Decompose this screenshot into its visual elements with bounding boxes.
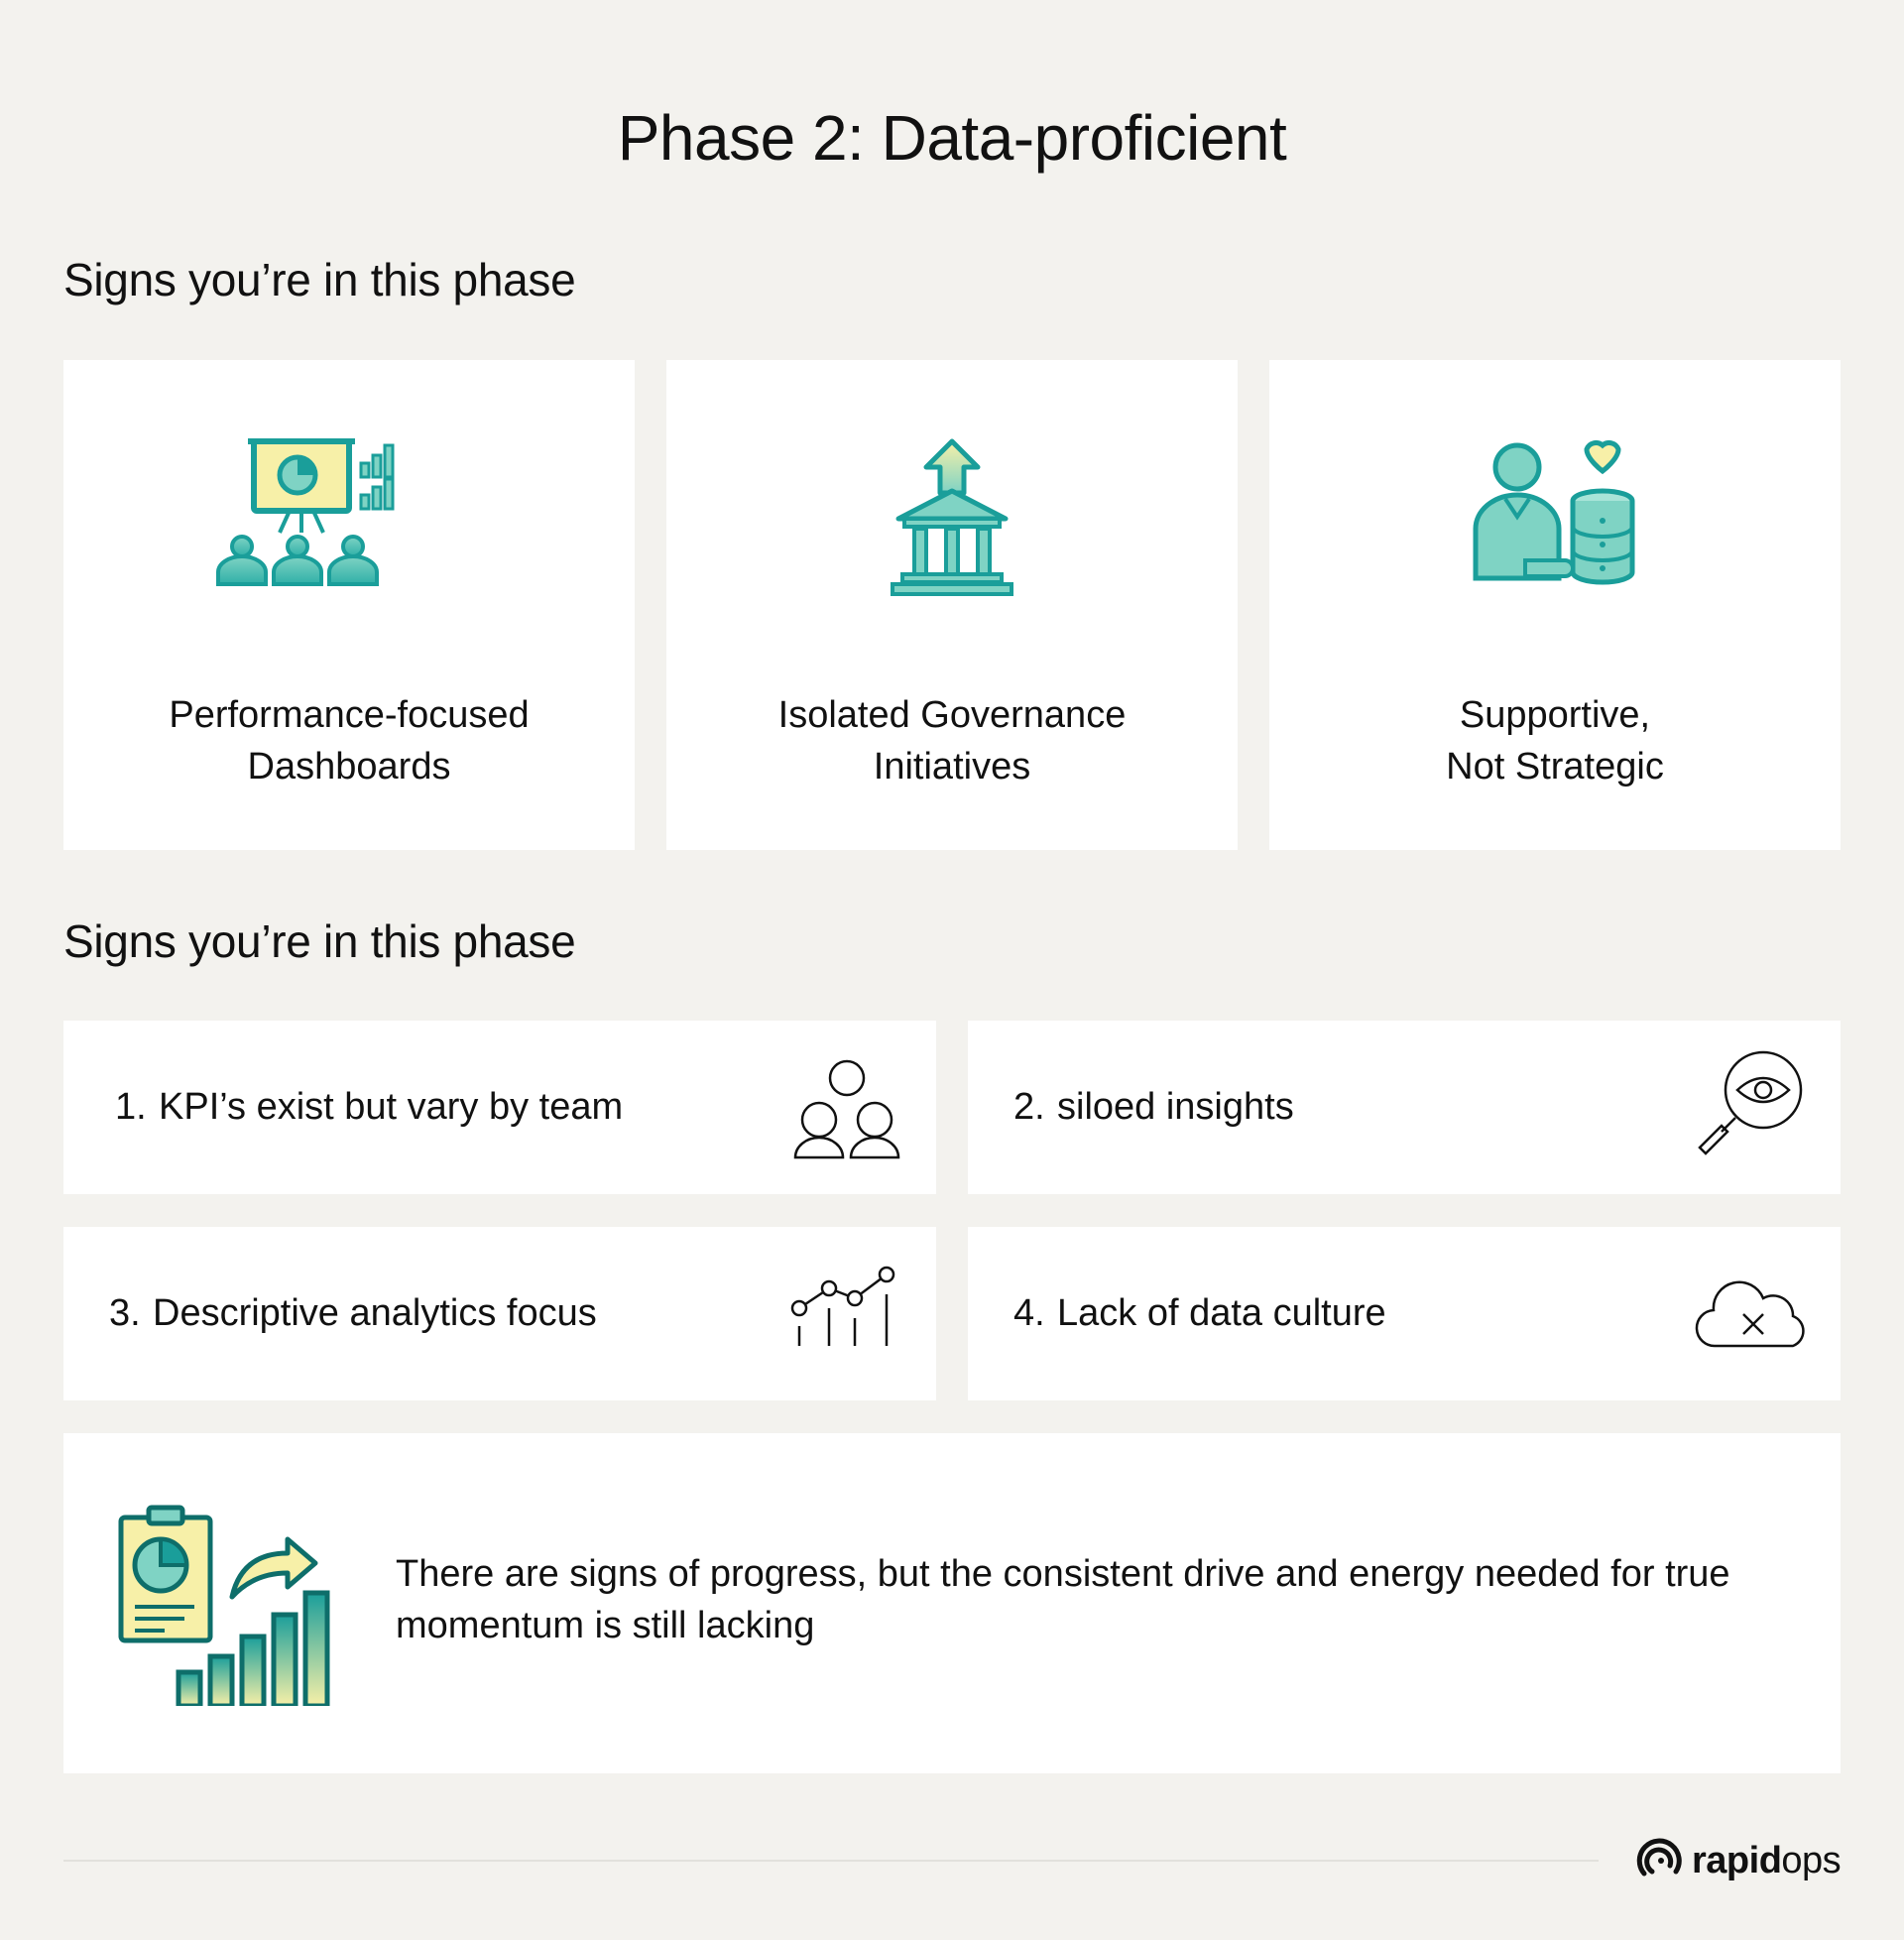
line-chart-icon — [787, 1257, 906, 1376]
item-text: Descriptive analytics focus — [153, 1292, 597, 1334]
item-text: Lack of data culture — [1057, 1292, 1386, 1334]
team-icon — [787, 1050, 906, 1169]
sign-card-label: Isolated Governance Initiatives — [777, 694, 1127, 788]
rapidops-logo-icon — [1636, 1836, 1686, 1885]
summary-text: There are signs of progress, but the consistent drive and energy needed for true momentum is still lacking — [396, 1553, 1730, 1646]
logo-text-bold: rapid — [1692, 1839, 1782, 1881]
item-text: siloed insights — [1057, 1086, 1294, 1128]
list-item — [968, 1021, 1841, 1194]
item-number: 4. — [1013, 1292, 1045, 1334]
rapidops-logo — [1636, 1833, 1841, 1888]
section-heading-signs: Signs you’re in this phase — [63, 254, 576, 305]
person-database-heart-icon — [1416, 437, 1694, 616]
list-item — [63, 1021, 936, 1194]
sign-card-dashboards — [63, 360, 635, 850]
item-number: 1. — [115, 1086, 147, 1128]
sign-card-governance — [666, 360, 1238, 850]
list-item — [63, 1227, 936, 1400]
sign-card-supportive — [1269, 360, 1841, 850]
logo-text-light: ops — [1781, 1839, 1842, 1881]
section-heading-signs-2: Signs you’re in this phase — [63, 915, 576, 967]
footer-divider — [63, 1860, 1599, 1862]
report-growth-chart-icon — [115, 1498, 363, 1706]
item-text: KPI’s exist but vary by team — [159, 1086, 624, 1128]
governance-building-icon — [813, 437, 1091, 616]
presentation-audience-icon — [210, 437, 488, 616]
magnifier-eye-icon — [1692, 1050, 1811, 1169]
sign-card-label: Supportive, Not Strategic — [1446, 694, 1664, 788]
item-number: 2. — [1013, 1086, 1045, 1128]
summary-card — [63, 1433, 1841, 1773]
page-title: Phase 2: Data-proficient — [617, 102, 1287, 174]
list-item — [968, 1227, 1841, 1400]
cloud-x-icon — [1692, 1257, 1811, 1376]
item-number: 3. — [109, 1292, 141, 1334]
sign-card-label: Performance-focused Dashboards — [169, 694, 530, 788]
